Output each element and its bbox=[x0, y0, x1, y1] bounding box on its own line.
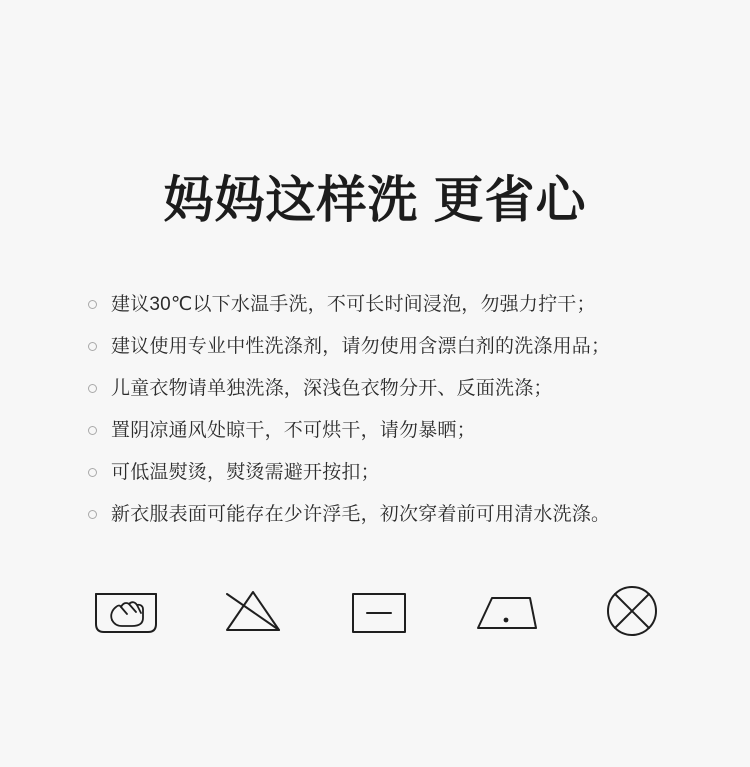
page-title: 妈妈这样洗 更省心 bbox=[163, 172, 587, 228]
circle-outline-icon bbox=[88, 468, 97, 477]
care-tip-text: 可低温熨烫，熨烫需避开按扣； bbox=[111, 462, 380, 483]
circle-outline-icon bbox=[88, 384, 97, 393]
do-not-tumble-dry-icon bbox=[594, 580, 670, 642]
list-item bbox=[88, 418, 688, 444]
dry-flat-icon bbox=[341, 580, 417, 642]
circle-outline-icon bbox=[88, 342, 97, 351]
care-tip-text: 儿童衣物请单独洗涤，深浅色衣物分开、反面洗涤； bbox=[111, 378, 553, 399]
care-tip-text: 新衣服表面可能存在少许浮毛，初次穿着前可用清水洗涤。 bbox=[111, 504, 611, 525]
care-tip-text: 置阴凉通风处晾干，不可烘干，请勿暴晒； bbox=[111, 420, 476, 441]
list-item bbox=[88, 334, 688, 360]
hand-wash-icon bbox=[88, 580, 164, 642]
care-tip-text: 建议30℃以下水温手洗，不可长时间浸泡，勿强力拧干； bbox=[111, 294, 596, 315]
list-item bbox=[88, 460, 688, 486]
list-item bbox=[88, 292, 688, 318]
do-not-bleach-icon bbox=[215, 580, 291, 642]
list-item bbox=[88, 376, 688, 402]
circle-outline-icon bbox=[88, 426, 97, 435]
care-tip-text: 建议使用专业中性洗涤剂，请勿使用含漂白剂的洗涤用品； bbox=[111, 336, 611, 357]
list-item bbox=[88, 502, 688, 528]
circle-outline-icon bbox=[88, 510, 97, 519]
care-tips-list bbox=[88, 292, 688, 544]
care-symbols-row bbox=[88, 580, 670, 642]
circle-outline-icon bbox=[88, 300, 97, 309]
iron-low-temperature-icon bbox=[468, 580, 544, 642]
